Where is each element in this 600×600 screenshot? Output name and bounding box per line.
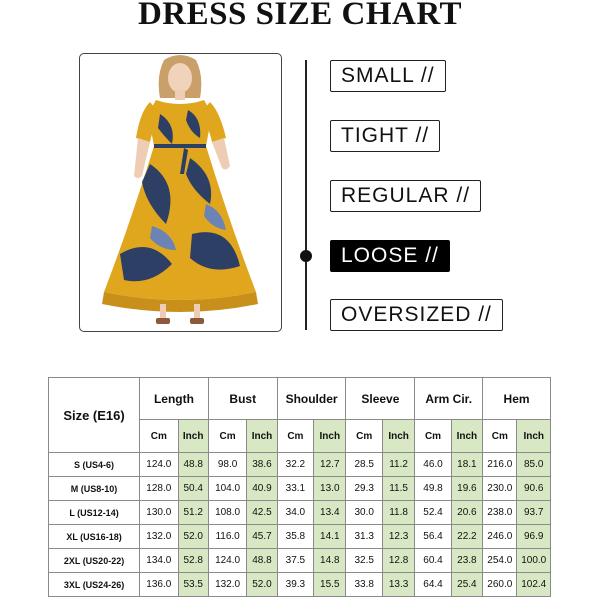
table-row: [49, 573, 551, 597]
measurement-cell: 13.3: [382, 573, 414, 597]
fit-small-label: SMALL //: [330, 60, 446, 92]
fit-scale-line: [305, 60, 307, 330]
measurement-cell: 98.0: [208, 453, 246, 477]
measurement-cell: 230.0: [483, 477, 517, 501]
measurement-cell: 40.9: [247, 477, 277, 501]
measurement-cell: 32.2: [277, 453, 313, 477]
product-photo: [79, 53, 282, 332]
shoulder-header: Shoulder: [277, 378, 346, 420]
measurement-cell: 32.5: [346, 549, 382, 573]
measurement-cell: 19.6: [451, 477, 482, 501]
measurement-cell: 11.2: [382, 453, 414, 477]
size-label: L (US12-14): [49, 501, 140, 525]
measurement-cell: 18.1: [451, 453, 482, 477]
measurement-cell: 104.0: [208, 477, 246, 501]
cm-unit-header: Cm: [346, 420, 382, 453]
measurement-cell: 22.2: [451, 525, 482, 549]
measurement-cell: 31.3: [346, 525, 382, 549]
size-column-header: Size (E16): [49, 378, 140, 453]
cm-unit-header: Cm: [483, 420, 517, 453]
measurement-cell: 254.0: [483, 549, 517, 573]
fit-loose-label: LOOSE //: [330, 240, 450, 272]
measurement-cell: 53.5: [178, 573, 208, 597]
measurement-cell: 85.0: [517, 453, 551, 477]
measurement-cell: 128.0: [140, 477, 178, 501]
size-label: 3XL (US24-26): [49, 573, 140, 597]
measurement-cell: 56.4: [415, 525, 451, 549]
size-label: XL (US16-18): [49, 525, 140, 549]
measurement-cell: 49.8: [415, 477, 451, 501]
measurement-cell: 28.5: [346, 453, 382, 477]
measurement-cell: 130.0: [140, 501, 178, 525]
inch-unit-header: Inch: [517, 420, 551, 453]
measurement-cell: 124.0: [140, 453, 178, 477]
measurement-cell: 52.0: [247, 573, 277, 597]
fit-oversized-label: OVERSIZED //: [330, 299, 503, 331]
sleeve-header: Sleeve: [346, 378, 415, 420]
table-row: [49, 453, 551, 477]
measurement-cell: 108.0: [208, 501, 246, 525]
measurement-cell: 11.8: [382, 501, 414, 525]
measurement-cell: 93.7: [517, 501, 551, 525]
measurement-cell: 50.4: [178, 477, 208, 501]
measurement-cell: 11.5: [382, 477, 414, 501]
measurement-cell: 96.9: [517, 525, 551, 549]
inch-unit-header: Inch: [314, 420, 346, 453]
size-label: 2XL (US20-22): [49, 549, 140, 573]
measurement-cell: 216.0: [483, 453, 517, 477]
inch-unit-header: Inch: [451, 420, 482, 453]
measurement-cell: 260.0: [483, 573, 517, 597]
measurement-cell: 238.0: [483, 501, 517, 525]
measurement-cell: 35.8: [277, 525, 313, 549]
measurement-cell: 52.8: [178, 549, 208, 573]
length-header: Length: [140, 378, 209, 420]
measurement-cell: 52.0: [178, 525, 208, 549]
measurement-cell: 13.4: [314, 501, 346, 525]
measurement-cell: 15.5: [314, 573, 346, 597]
measurement-cell: 48.8: [247, 549, 277, 573]
measurement-cell: 52.4: [415, 501, 451, 525]
measurement-cell: 60.4: [415, 549, 451, 573]
measurement-cell: 33.1: [277, 477, 313, 501]
cm-unit-header: Cm: [208, 420, 246, 453]
measurement-cell: 45.7: [247, 525, 277, 549]
measurement-cell: 12.3: [382, 525, 414, 549]
hem-header: Hem: [483, 378, 551, 420]
inch-unit-header: Inch: [382, 420, 414, 453]
measurement-cell: 33.8: [346, 573, 382, 597]
measurement-cell: 42.5: [247, 501, 277, 525]
size-table: [48, 377, 551, 597]
table-row: [49, 501, 551, 525]
measurement-cell: 132.0: [208, 573, 246, 597]
measurement-cell: 116.0: [208, 525, 246, 549]
measurement-cell: 37.5: [277, 549, 313, 573]
measurement-cell: 13.0: [314, 477, 346, 501]
measurement-cell: 124.0: [208, 549, 246, 573]
measurement-cell: 38.6: [247, 453, 277, 477]
measurement-cell: 30.0: [346, 501, 382, 525]
measurement-cell: 64.4: [415, 573, 451, 597]
cm-unit-header: Cm: [277, 420, 313, 453]
measurement-cell: 14.8: [314, 549, 346, 573]
page-title: DRESS SIZE CHART: [137, 0, 463, 32]
measurement-cell: 51.2: [178, 501, 208, 525]
measurement-cell: 246.0: [483, 525, 517, 549]
measurement-cell: 134.0: [140, 549, 178, 573]
measurement-cell: 90.6: [517, 477, 551, 501]
fit-tight-label: TIGHT //: [330, 120, 440, 152]
measurement-cell: 132.0: [140, 525, 178, 549]
measurement-cell: 39.3: [277, 573, 313, 597]
bust-header: Bust: [208, 378, 277, 420]
measurement-cell: 46.0: [415, 453, 451, 477]
table-row: [49, 477, 551, 501]
measurement-cell: 100.0: [517, 549, 551, 573]
fit-regular-label: REGULAR //: [330, 180, 481, 212]
inch-unit-header: Inch: [178, 420, 208, 453]
size-label: S (US4-6): [49, 453, 140, 477]
measurement-cell: 25.4: [451, 573, 482, 597]
measurement-cell: 12.8: [382, 549, 414, 573]
table-row: [49, 525, 551, 549]
arm-circumference-header: Arm Cir.: [415, 378, 483, 420]
measurement-cell: 23.8: [451, 549, 482, 573]
measurement-cell: 20.6: [451, 501, 482, 525]
size-label: M (US8-10): [49, 477, 140, 501]
fit-indicator-dot: [300, 250, 312, 262]
measurement-cell: 102.4: [517, 573, 551, 597]
model-in-dress-image: [80, 54, 281, 331]
measurement-cell: 14.1: [314, 525, 346, 549]
measurement-cell: 48.8: [178, 453, 208, 477]
cm-unit-header: Cm: [415, 420, 451, 453]
measurement-cell: 29.3: [346, 477, 382, 501]
cm-unit-header: Cm: [140, 420, 178, 453]
measurement-cell: 34.0: [277, 501, 313, 525]
measurement-cell: 12.7: [314, 453, 346, 477]
table-row: [49, 549, 551, 573]
inch-unit-header: Inch: [247, 420, 277, 453]
measurement-cell: 136.0: [140, 573, 178, 597]
